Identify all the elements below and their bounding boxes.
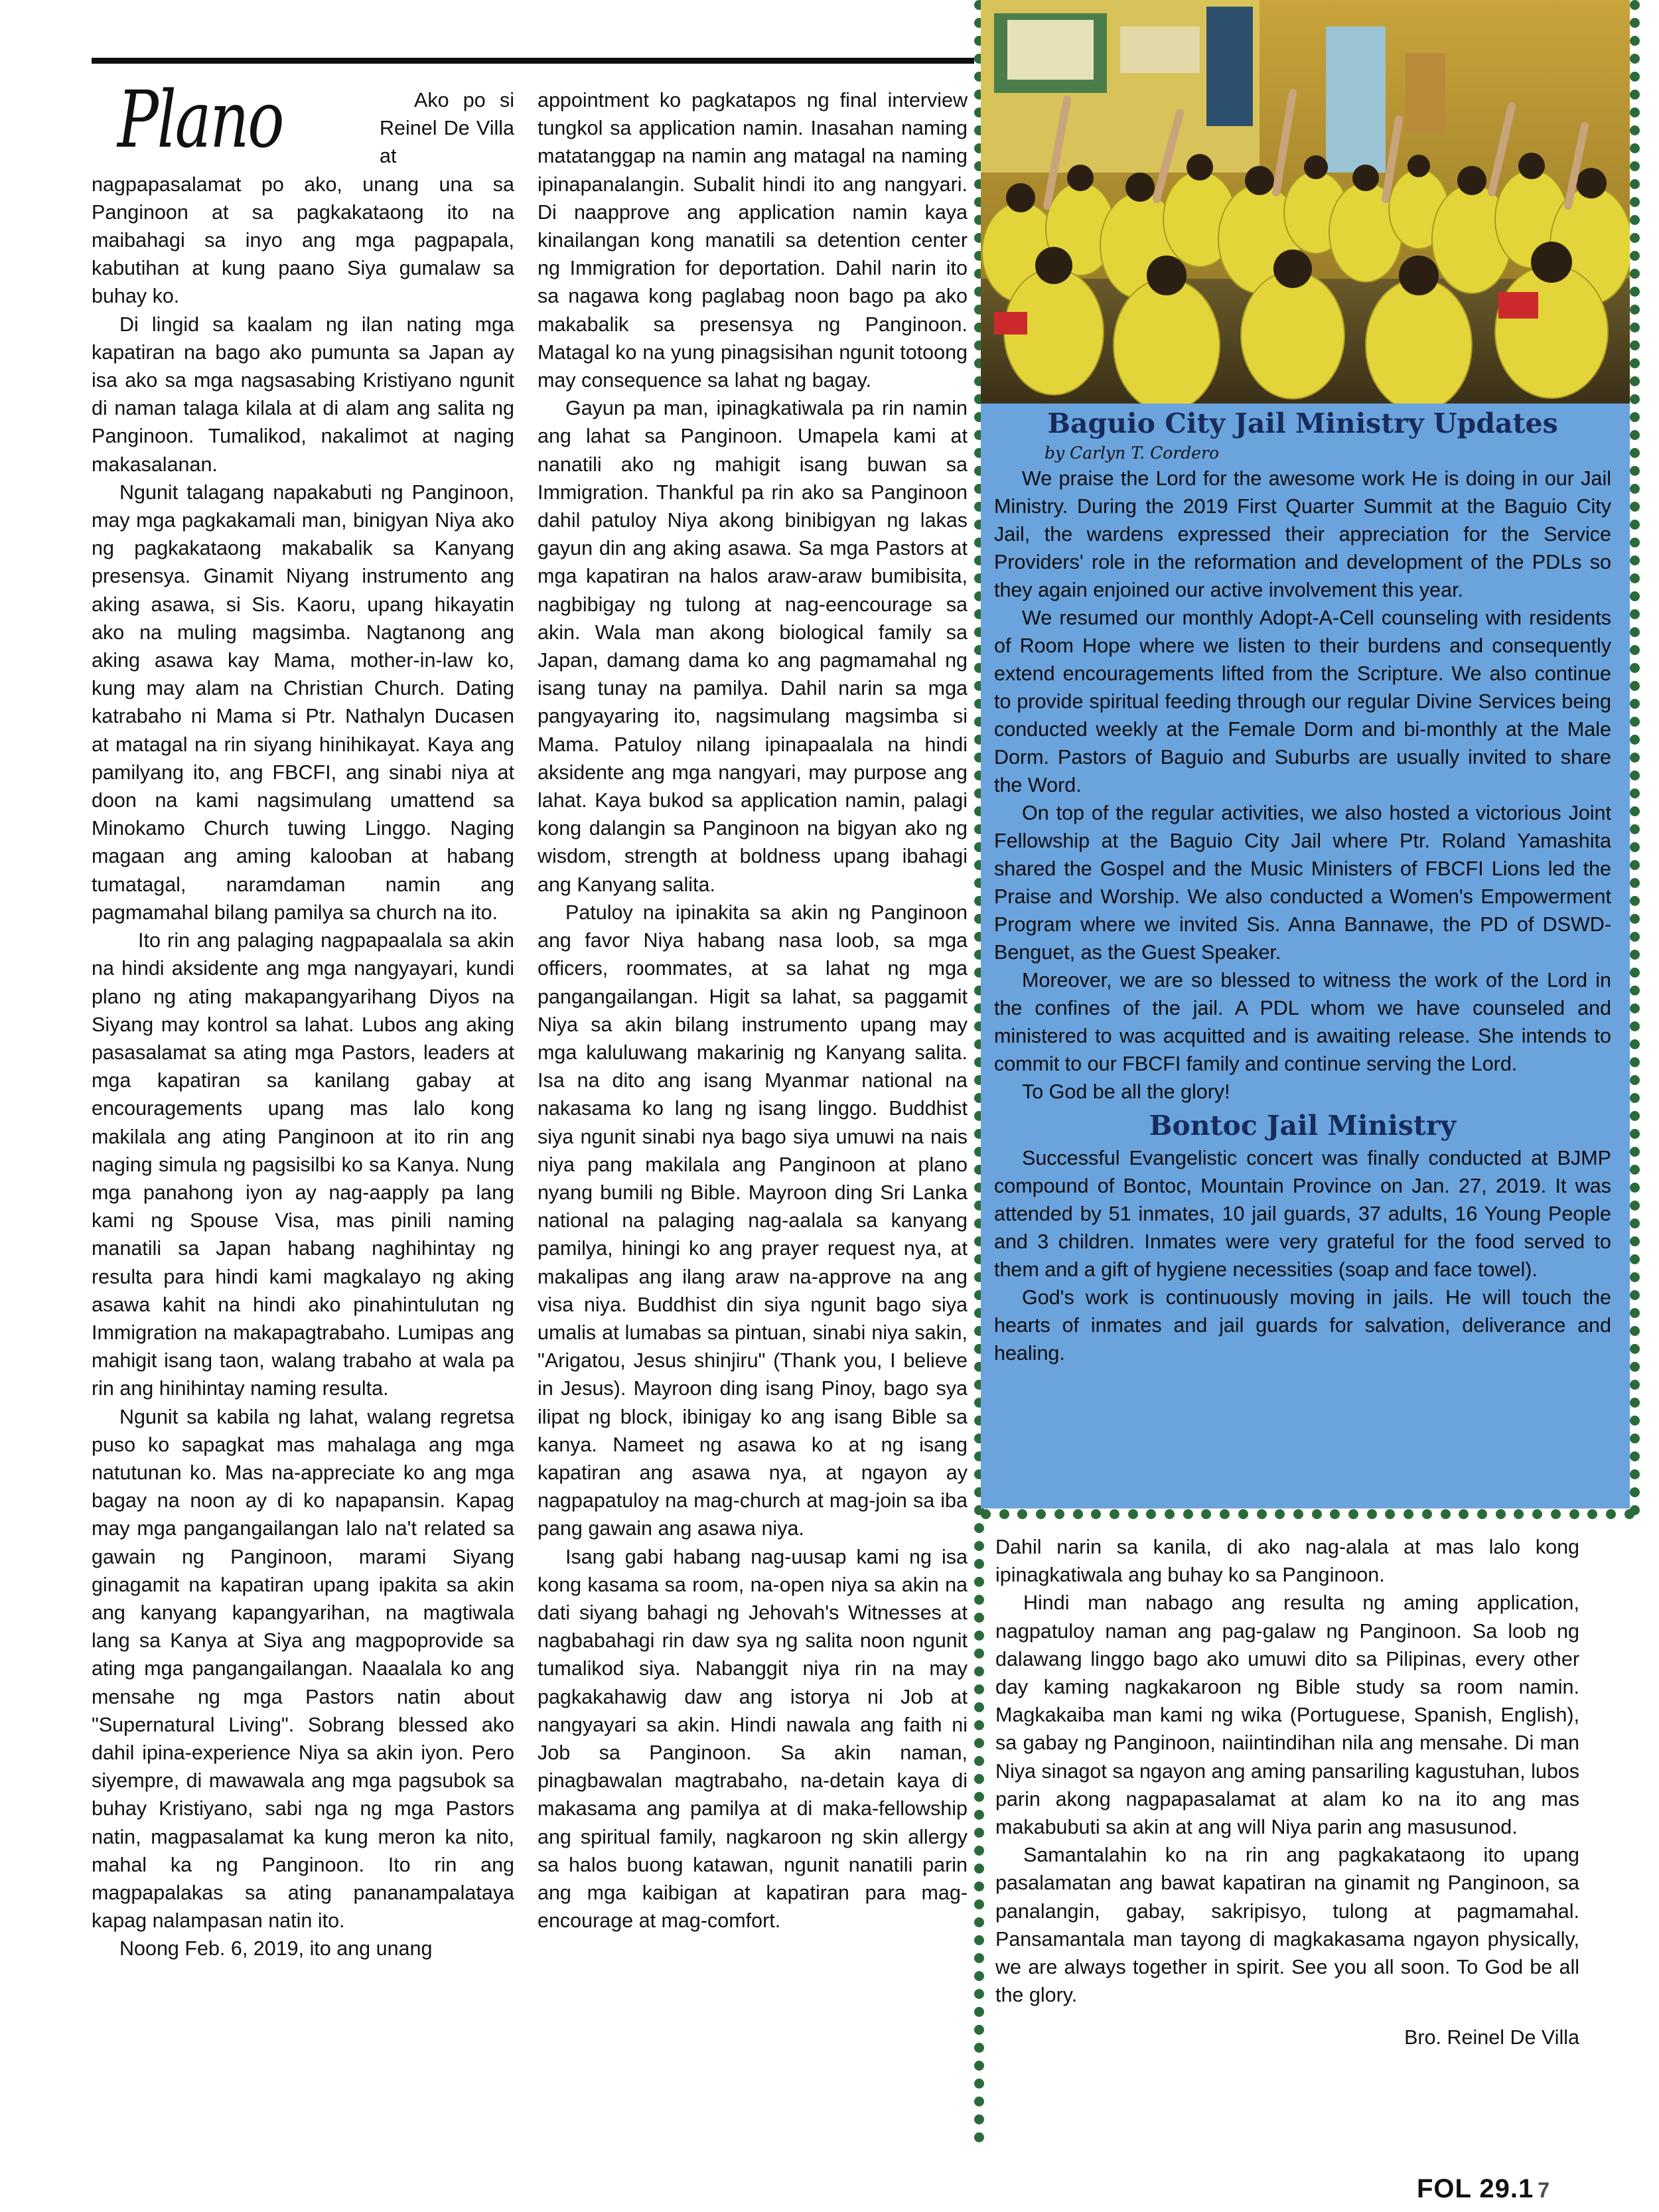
divider-dot xyxy=(1630,233,1640,243)
divider-dot xyxy=(1606,1509,1616,1519)
divider-dot xyxy=(1110,1509,1119,1519)
divider-dot xyxy=(1630,1003,1640,1013)
divider-dot xyxy=(1630,932,1640,942)
divider-dot xyxy=(1630,143,1640,153)
article-column-1 xyxy=(92,74,514,1963)
divider-dot xyxy=(1551,1509,1561,1519)
article-paragraph: Ito rin ang palaging nagpapaalala sa akin na hindi aksidente ang mga nangyayari, kundi plano ng ating makapangyarihang Diyos na Siyang may kontrol sa lahat. Lubos ang aking pasasalamat sa ating mga Pastors, leaders at mga kapatiran sa kanilang gabay at encouragements upang mas lalo kong makilala ang ating Panginoon at ito rin ang naging simula ng pagsisilbi ko sa Kanya. Nung mga panahong iyon ay nag-aapply pa lang kami ng Spouse Visa, mas pinili naming manatili sa Japan habang naghihintay ng resulta para hindi kami magkalayo ng aking asawa kahit na hindi ako pinahintulutan ng Immigration na makapagtrabaho. Lumipas ang mahigit isang taon, walang trabaho at wala pa rin ang hinihintay naming resulta. xyxy=(92,929,514,1400)
divider-dot xyxy=(1422,1509,1432,1519)
page-footer xyxy=(1417,2174,1550,2204)
article-signature: Bro. Reinel De Villa xyxy=(1404,2026,1579,2049)
divider-dot xyxy=(1630,1183,1640,1193)
divider-dot xyxy=(1630,681,1640,691)
divider-dot xyxy=(1165,1509,1175,1519)
divider-dot xyxy=(974,1953,984,1963)
divider-dot xyxy=(1630,90,1640,100)
divider-dot xyxy=(1128,1509,1138,1519)
bontoc-heading: Bontoc Jail Ministry xyxy=(1149,1110,1457,1142)
article-paragraph: Gayun pa man, ipinagkatiwala pa rin namin ang lahat sa Panginoon. Umapela kami at nanatili ako ng mahigit isang buwan sa Immigration. Thankful pa rin ako sa Panginoon dahil patuloy Niya akong binibigyan ng lakas gayun din ang aking asawa. Sa mga Pastors at mga kapatiran na halos araw-araw bumibisita, nagbibigay ng tulong at nag-eencourage sa akin. Wala man akong biological family sa Japan, damang dama ko ang pagmamahal ng isang tunay na pamilya. Dahil narin sa mga pangyayaring ito, nagsimulang magsimba si Mama. Patuloy nilang ipinapaalala na hindi aksidente ang mga nangyari, may purpose ang lahat. Kaya bukod sa application namin, palagi kong dalangin sa Panginoon na bigyan ako ng wisdom, strength at boldness upang ibahagi ang Kanyang salita. xyxy=(538,397,968,896)
divider-dot xyxy=(1630,591,1640,601)
divider-dot xyxy=(974,2079,984,2089)
divider-dot xyxy=(974,1881,984,1891)
divider-dot xyxy=(1630,0,1640,10)
article-title: Plano xyxy=(117,74,283,165)
divider-dot xyxy=(1385,1509,1395,1519)
divider-dot xyxy=(1630,1129,1640,1139)
divider-dot xyxy=(974,2097,984,2106)
divider-dot xyxy=(974,1738,984,1748)
divider-dot xyxy=(1587,1509,1597,1519)
article-column-3 xyxy=(995,1533,1579,2052)
divider-dot xyxy=(1630,179,1640,189)
divider-dot xyxy=(1630,986,1640,995)
divider-dot xyxy=(1630,573,1640,583)
divider-dot xyxy=(1630,520,1640,530)
divider-dot xyxy=(1630,412,1640,422)
divider-dot xyxy=(1630,125,1640,135)
dotted-divider-bottom xyxy=(981,1509,1634,1520)
divider-dot xyxy=(1630,54,1640,64)
divider-dot xyxy=(1017,1509,1027,1519)
divider-dot xyxy=(974,1935,984,1945)
divider-dot xyxy=(1630,896,1640,906)
divider-dot xyxy=(1630,1272,1640,1282)
article-paragraph: Patuloy na ipinakita sa akin ng Panginoon ang favor Niya habang nasa loob, sa mga officers, roommates, at sa lahat ng mga pangangailangan. Higit sa lahat, sa paggamit Niya sa akin bilang instrumento upang may mga kaluluwang makarinig ng Kanyang salita. Isa na dito ang isang Myanmar national na nakasama ko lang ng isang linggo. Buddhist siya ngunit sinabi nya bago siya umuwi na nais niya pang makilala ang Panginoon at plano nyang bumili ng Bible. Mayroon ding Sri Lanka national na palaging nag-aalala sa kanyang pamilya, hiningi ko ang prayer request nya, at makalipas ang ilang araw na-approve na ang visa niya. Buddhist din siya ngunit bago siya umalis at lumabas sa pintuan, sinabi niya sakin, "Arigatou, Jesus shinjiru" (Thank you, I believe in Jesus). Mayroon ding isang Pinoy, bago sya ilipat ng block, ibinigay ko ang isang Bible sa kanya. Nameet ng asawa ko at ng isang kapatiran ang asawa nya, at ngayon ay nagpapatuloy na mag-church at mag-join sa iba pang gawain ang asawa niya. xyxy=(538,901,968,1540)
sidebar-paragraph: On top of the regular activities, we also hosted a victorious Joint Fellowship at the Baguio City Jail where Ptr. Roland Yamashita shared the Gospel and the Music Ministers of FBCFI Lions led the Praise and Worship. We also conducted a Women's Empowerment Program where we invited Sis. Anna Bannawe, the PD of DSWD-Benguet, as the Guest Speaker. xyxy=(994,802,1611,964)
article-paragraph: Di lingid sa kaalam ng ilan nating mga kapatiran na bago ako pumunta sa Japan ay isa ako sa mga nagsasabing Kristiyano ngunit di naman talaga kilala at di alam ang salita ng Panginoon. Tumalikod, nakalimot at naging makasalanan. xyxy=(92,313,514,476)
divider-dot xyxy=(1630,1326,1640,1336)
divider-dot xyxy=(974,1559,984,1569)
divider-dot xyxy=(1630,771,1640,780)
divider-dot xyxy=(1630,538,1640,548)
divider-dot xyxy=(974,1523,984,1533)
divider-dot xyxy=(1630,72,1640,82)
divider-dot xyxy=(1630,806,1640,816)
article-paragraph: Isang gabi habang nag-uusap kami ng isa kong kasama sa room, na-open niya sa akin na dati siyang bahagi ng Jehovah's Witnesses at nagbabahagi rin daw sya ng salita noon ngunit tumalikod siya. Nabanggit niya rin na may pagkakahawig daw ang istorya ni Job at nangyayari sa akin. Hindi nawala ang faith ni Job sa Panginoon. Sa akin naman, pinagbawalan magtrabaho, na-detain kaya di makasama ang pamilya at di maka-fellowship ang spiritual family, nagkaroon ng skin allergy sa halos buong katawan, ngunit nanatili parin ang mga kaibigan at kapatiran para mag-encourage at mag-comfort. xyxy=(538,1545,968,1933)
divider-dot xyxy=(1630,627,1640,637)
divider-dot xyxy=(1630,1380,1640,1390)
divider-dot xyxy=(1630,645,1640,655)
divider-dot xyxy=(1146,1509,1156,1519)
divider-dot xyxy=(974,1649,984,1659)
article-paragraph: Ngunit talagang napakabuti ng Panginoon, may mga pagkakamali man, binigyan Niya ako ng pagkakataong makabalik sa Kanyang presensya. Ginamit Niyang instrumento ang aking asawa, si Sis. Kaoru, upang hikayatin ako na muling magsimba. Nagtanong ang aking asawa kay Mama, mother-in-law ko, kung may alam na Christian Church. Dating katrabaho ni Mama si Ptr. Nathalyn Ducasen at matagal na rin siyang hinihikayat. Kaya ang pamilyang ito, ang FBCFI, ang sinabi niya at doon na kami nagsimulang umattend sa Minokamo Church tuwing Linggo. Naging magaan ang aming kalooban at habang tumatagal, naramdaman namin ang pagmamahal bilang pamilya sa church na ito. xyxy=(92,480,514,924)
divider-dot xyxy=(1477,1509,1487,1519)
divider-dot xyxy=(1630,108,1640,117)
page-number: 7 xyxy=(1538,2178,1551,2202)
divider-dot xyxy=(974,1917,984,1927)
divider-dot xyxy=(1630,1165,1640,1175)
divider-dot xyxy=(974,1792,984,1802)
divider-dot xyxy=(1630,18,1640,28)
divider-dot xyxy=(1459,1509,1469,1519)
article-paragraph: Dahil narin sa kanila, di ako nag-alala at mas lalo kong ipinagkatiwala ang buhay ko sa Panginoon. xyxy=(995,1536,1579,1587)
divider-dot xyxy=(1630,1075,1640,1085)
divider-dot xyxy=(974,1541,984,1551)
article-paragraph: Samantalahin ko na rin ang pagkakataong ito upang pasalamatan ang bawat kapatiran na ginamit ng Panginoon, sa panalangin, gabay, sakripisyo, tulong at pagmamahal. Pansamantala man tayong di magkakasama ngayon physically, we are always together in spirit. See you all soon. To God be all the glory. xyxy=(995,1844,1579,2007)
divider-dot xyxy=(1404,1509,1413,1519)
sidebar-paragraph: Moreover, we are so blessed to witness the work of the Lord in the confines of the jail. A PDL whom we have counseled and ministered to was acquitted and is awaiting release. She intends to commit to our FBCFI family and continue serving the Lord. xyxy=(994,969,1611,1075)
divider-dot xyxy=(1630,430,1640,440)
divider-dot xyxy=(1630,1236,1640,1246)
divider-dot xyxy=(1630,1021,1640,1031)
article-paragraph: Noong Feb. 6, 2019, ito ang unang xyxy=(119,1937,433,1960)
divider-dot xyxy=(1630,1434,1640,1443)
issue-number: FOL 29.1 xyxy=(1417,2174,1534,2203)
divider-dot xyxy=(1441,1509,1451,1519)
divider-dot xyxy=(1630,323,1640,332)
divider-dot xyxy=(1630,1093,1640,1103)
divider-dot xyxy=(1257,1509,1267,1519)
article-paragraph: appointment ko pagkatapos ng final interview tungkol sa application namin. Inasahan naming matatanggap na namin ang matagal na naming ipinapanalangin. Subalit hindi ito ang nangyari. Di naapprove ang application namin kaya kinailangan kong manatili sa detention center ng Immigration for deportation. Dahil narin ito sa nagawa kong paglabag noon bago pa ako makabalik sa presensya ng Panginoon. Matagal ko na yung pinagsisihan ngunit totoong may consequence sa lahat ng bagay. xyxy=(538,89,968,392)
divider-dot xyxy=(1630,251,1640,261)
divider-dot xyxy=(1630,36,1640,46)
divider-dot xyxy=(974,1846,984,1856)
divider-dot xyxy=(1630,824,1640,834)
divider-dot xyxy=(1514,1509,1524,1519)
divider-dot xyxy=(1330,1509,1340,1519)
divider-dot xyxy=(1630,735,1640,745)
divider-dot xyxy=(1220,1509,1230,1519)
article-paragraph: Ako po si Reinel De Villa at nagpapasalamat po ako, unang una sa Panginoon at sa pagkakataong ito na maibahagi sa inyo ang mga pagpapala, kabutihan at kung paano Siya gumalaw sa buhay ko. xyxy=(92,89,514,308)
divider-dot xyxy=(974,1810,984,1820)
divider-dot xyxy=(974,1774,984,1784)
divider-dot xyxy=(1054,1509,1064,1519)
divider-dot xyxy=(1630,215,1640,225)
divider-dot xyxy=(1630,1218,1640,1228)
article-column-2 xyxy=(538,86,968,1935)
divider-dot xyxy=(1496,1509,1506,1519)
divider-dot xyxy=(1367,1509,1377,1519)
divider-dot xyxy=(1630,305,1640,315)
divider-dot xyxy=(1630,1469,1640,1479)
divider-dot xyxy=(974,1631,984,1641)
divider-dot xyxy=(974,1577,984,1587)
divider-dot xyxy=(1624,1509,1634,1519)
divider-dot xyxy=(1630,968,1640,978)
divider-dot xyxy=(974,1666,984,1676)
divider-dot xyxy=(1630,788,1640,798)
divider-dot xyxy=(1630,1111,1640,1121)
divider-dot xyxy=(1630,1344,1640,1354)
divider-dot xyxy=(1630,878,1640,888)
divider-dot xyxy=(974,1684,984,1694)
divider-dot xyxy=(1630,1362,1640,1372)
divider-dot xyxy=(974,2061,984,2071)
divider-dot xyxy=(1630,394,1640,404)
divider-dot xyxy=(1630,1451,1640,1461)
divider-dot xyxy=(974,1720,984,1730)
divider-dot xyxy=(1630,161,1640,171)
baguio-byline: by Carlyn T. Cordero xyxy=(1045,443,1220,463)
divider-dot xyxy=(1630,1487,1640,1497)
divider-dot xyxy=(1293,1509,1303,1519)
divider-dot xyxy=(1630,950,1640,960)
divider-dot xyxy=(974,1899,984,1909)
divider-dot xyxy=(974,1989,984,1999)
divider-dot xyxy=(1630,1290,1640,1300)
jail-ministry-photo xyxy=(981,0,1630,404)
divider-dot xyxy=(1630,1039,1640,1049)
divider-dot xyxy=(999,1509,1009,1519)
divider-dot xyxy=(974,1613,984,1623)
divider-dot xyxy=(1630,842,1640,852)
divider-dot xyxy=(1630,1201,1640,1211)
divider-dot xyxy=(1630,269,1640,279)
divider-dot xyxy=(1630,699,1640,709)
divider-dot xyxy=(974,1971,984,1981)
divider-dot xyxy=(974,1595,984,1605)
divider-dot xyxy=(1630,197,1640,207)
divider-dot xyxy=(1630,287,1640,297)
sidebar-paragraph: To God be all the glory! xyxy=(1022,1080,1230,1103)
sidebar-paragraph: We praise the Lord for the awesome work He is doing in our Jail Ministry. During the 2019 First Quarter Summit at the Baguio City Jail, the wardens expressed their appreciation for the Service Providers' role in the reformation and development of the PDLs so they again enjoined our active involvement this year. xyxy=(994,467,1611,601)
sidebar-content xyxy=(994,404,1611,1367)
divider-dot xyxy=(1630,1254,1640,1264)
divider-dot xyxy=(1630,376,1640,386)
divider-dot xyxy=(1630,753,1640,763)
divider-dot xyxy=(1630,609,1640,619)
divider-dot xyxy=(974,1702,984,1712)
divider-dot xyxy=(1532,1509,1542,1519)
sidebar-paragraph: We resumed our monthly Adopt-A-Cell counseling with residents of Room Hope where we listen to their burdens and consequently extend encouragements lifted from the Scripture. We also continue to provide spiritual feeding through our regular Divine Services being conducted weekly at the Female Dorm and bi-monthly at the Male Dorm. Pastors of Baguio and Suburbs are usually invited to share the Word. xyxy=(994,607,1611,796)
divider-dot xyxy=(1630,1398,1640,1408)
divider-dot xyxy=(1630,1308,1640,1318)
divider-dot xyxy=(974,1864,984,1874)
divider-dot xyxy=(974,1828,984,1838)
divider-dot xyxy=(1201,1509,1211,1519)
article-paragraph: Hindi man nabago ang resulta ng aming application, nagpatuloy naman ang pag-galaw ng Panginoon. Sa loob ng dalawang linggo bago ako umuwi dito sa Pilipinas, every other day kaming nagkakaroon ng Bible study sa room namin. Magkakaiba man kami ng wika (Portuguese, Spanish, English), sa gabay ng Panginoon, naiintindihan nila ang mensahe. Di man Niya sinagot sa ngayon ang aming pansariling kagustuhan, lubos parin akong nagpapasalamat at alam ko na ito ang mas makabubuti sa akin at ang will Niya parin ang masusunod. xyxy=(995,1591,1580,1839)
divider-dot xyxy=(1630,860,1640,870)
divider-dot xyxy=(1091,1509,1101,1519)
divider-dot xyxy=(1630,340,1640,350)
divider-dot xyxy=(1630,466,1640,476)
sidebar-paragraph: Successful Evangelistic concert was finally conducted at BJMP compound of Bontoc, Mountain Province on Jan. 27, 2019. It was attended by 51 inmates, 10 jail guards, 37 adults, 16 Young People and 3 children. Inmates were very grateful for the food served to them and a gift of hygiene necessities (soap and face towel). xyxy=(994,1147,1611,1281)
divider-dot xyxy=(1630,358,1640,368)
divider-dot xyxy=(1183,1509,1193,1519)
divider-dot xyxy=(1036,1509,1046,1519)
divider-dot xyxy=(1630,555,1640,565)
divider-dot xyxy=(1073,1509,1083,1519)
divider-dot xyxy=(974,1756,984,1766)
divider-dot xyxy=(1630,502,1640,512)
divider-dot xyxy=(1348,1509,1358,1519)
divider-dot xyxy=(1630,1057,1640,1067)
divider-dot xyxy=(1569,1509,1579,1519)
divider-dot xyxy=(1630,1416,1640,1426)
divider-dot xyxy=(981,1509,991,1519)
sidebar-paragraph: God's work is continuously moving in jails. He will touch the hearts of inmates and jail guards for salvation, deliverance and healing. xyxy=(994,1286,1611,1364)
divider-dot xyxy=(1630,717,1640,727)
divider-dot xyxy=(974,2043,984,2053)
divider-dot xyxy=(974,2114,984,2124)
divider-dot xyxy=(1630,663,1640,673)
divider-dot xyxy=(1630,484,1640,494)
divider-dot xyxy=(974,2132,984,2142)
divider-dot xyxy=(1312,1509,1322,1519)
divider-dot xyxy=(974,2007,984,2017)
divider-dot xyxy=(1630,448,1640,458)
divider-dot xyxy=(1238,1509,1248,1519)
article-paragraph: Ngunit sa kabila ng lahat, walang regretsa puso ko sapagkat mas mahalaga ang mga natutunan ko. Mas na-appreciate ko ang mga bagay na noon ay di ko napapansin. Kapag may mga pangangailangan lalo na't related sa gawain ng Panginoon, marami Siyang ginagamit na kapatiran upang ipakita sa akin ang kanyang kapangyarihan, na magtiwala lang sa Kanya at Siya ang magpoprovide sa ating mga pangangailangan. Naaalala ko ang mensahe ng mga Pastors natin about "Supernatural Living". Sobrang blessed ako dahil ipina-experience Niya sa akin iyon. Pero siyempre, di mawawala ang mga pagsubok sa buhay Kristiyano, sabi nga ng mga Pastors natin, magpasalamat ka kung meron ka nito, mahal ka ng Panginoon. Ito rin ang magpapalakas sa ating pananampalataya kapag nalampasan natin ito. xyxy=(92,1405,514,1933)
divider-dot xyxy=(1630,914,1640,924)
divider-dot xyxy=(974,2025,984,2035)
divider-dot xyxy=(1275,1509,1285,1519)
divider-dot xyxy=(1630,1147,1640,1157)
top-rule xyxy=(92,58,974,64)
baguio-heading: Baguio City Jail Ministry Updates xyxy=(1047,407,1558,439)
article-title-block xyxy=(92,74,370,166)
jail-ministry-sidebar xyxy=(981,404,1630,1509)
